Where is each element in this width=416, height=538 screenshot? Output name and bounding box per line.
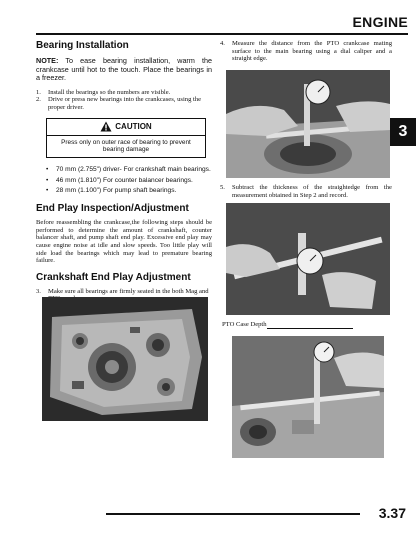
list-item (36, 89, 212, 97)
step-number: 4. (220, 40, 225, 47)
crankshaft-end-play-heading: Crankshaft End Play Adjustment (36, 271, 191, 283)
note-label: NOTE: (36, 56, 59, 65)
pto-case-depth-label: PTO Case Depth (222, 321, 267, 328)
crankcase-illustration (42, 297, 208, 421)
step-number: 3. (36, 287, 41, 295)
caution-label: CAUTION (115, 122, 152, 132)
step-text: Make sure all bearings are firmly seated in the both Mag and (48, 287, 209, 295)
caution-box (46, 118, 206, 158)
list-item (46, 187, 212, 195)
bullet-text: 70 mm (2.755") driver- For crankshaft main bearings. (56, 165, 211, 173)
straightedge-illustration (226, 203, 390, 315)
chapter-tab: 3 (390, 118, 416, 146)
list-item (46, 177, 212, 185)
bullet-icon: • (46, 187, 49, 195)
bullet-text: 46 mm (1.810") For counter balancer bearings. (56, 176, 193, 184)
subtract-straightedge-photo (226, 203, 390, 315)
section-title: ENGINE (352, 14, 408, 30)
warning-triangle-icon (100, 121, 112, 132)
step-number: 5. (220, 184, 225, 191)
bullet-icon: • (46, 176, 49, 184)
bullet-icon: • (46, 165, 49, 173)
list-item (46, 166, 212, 174)
step-4 (220, 40, 392, 63)
list-item (36, 96, 212, 111)
bullet-text: 28 mm (1.100") For pump shaft bearings. (56, 187, 177, 195)
header-rule (36, 33, 408, 35)
caution-text: Press only on outer race of bearing to prevent bearing damage (61, 138, 191, 154)
step-text: Drive or press new bearings into the crankcases, using the proper driver. (48, 96, 202, 111)
pto-case-depth-field (222, 321, 353, 329)
pto-case-depth-blank (267, 321, 353, 329)
pto-case-depth-photo (232, 336, 384, 458)
step-number: 1. (36, 88, 41, 96)
installation-steps (36, 89, 212, 112)
bearing-installation-heading: Bearing Installation (36, 40, 129, 51)
end-play-inspection-heading: End Play Inspection/Adjustment (36, 203, 189, 215)
left-column (36, 40, 212, 303)
driver-size-list (46, 166, 212, 195)
step-text: Install the bearings so the numbers are visible. (48, 88, 171, 96)
step-number: 2. (36, 96, 41, 104)
step-text: Measure the distance from the PTO crankcase mating surface to the main bearing using a dial caliper and a straight edge. (232, 40, 392, 63)
end-play-inspection-text: Before reassembling the crankcase,the following steps should be performed to determine the amount of crankshaft, counter balancer shaft, and pump shaft end play. Excessive end play may cause engine noise at idle and slow speeds. Too little play will side load the bearings which may lead to premature bearing failure. (36, 219, 212, 265)
measure-bearing-photo (226, 70, 390, 178)
crankcase-photo (42, 297, 208, 421)
note-paragraph (36, 57, 212, 83)
dial-caliper-illustration (226, 70, 390, 178)
pto-depth-illustration (232, 336, 384, 458)
page-number: 3.37 (378, 505, 406, 521)
note-text: To ease bearing installation, warm the crankcase until hot to the touch. Place the bearings in a freezer. (36, 56, 212, 83)
caution-header (47, 119, 205, 136)
step-5 (220, 184, 392, 199)
footer-rule (106, 513, 360, 515)
step-text: Subtract the thickness of the straightedge from the measurement obtained in Step 2 and record. (232, 184, 392, 199)
